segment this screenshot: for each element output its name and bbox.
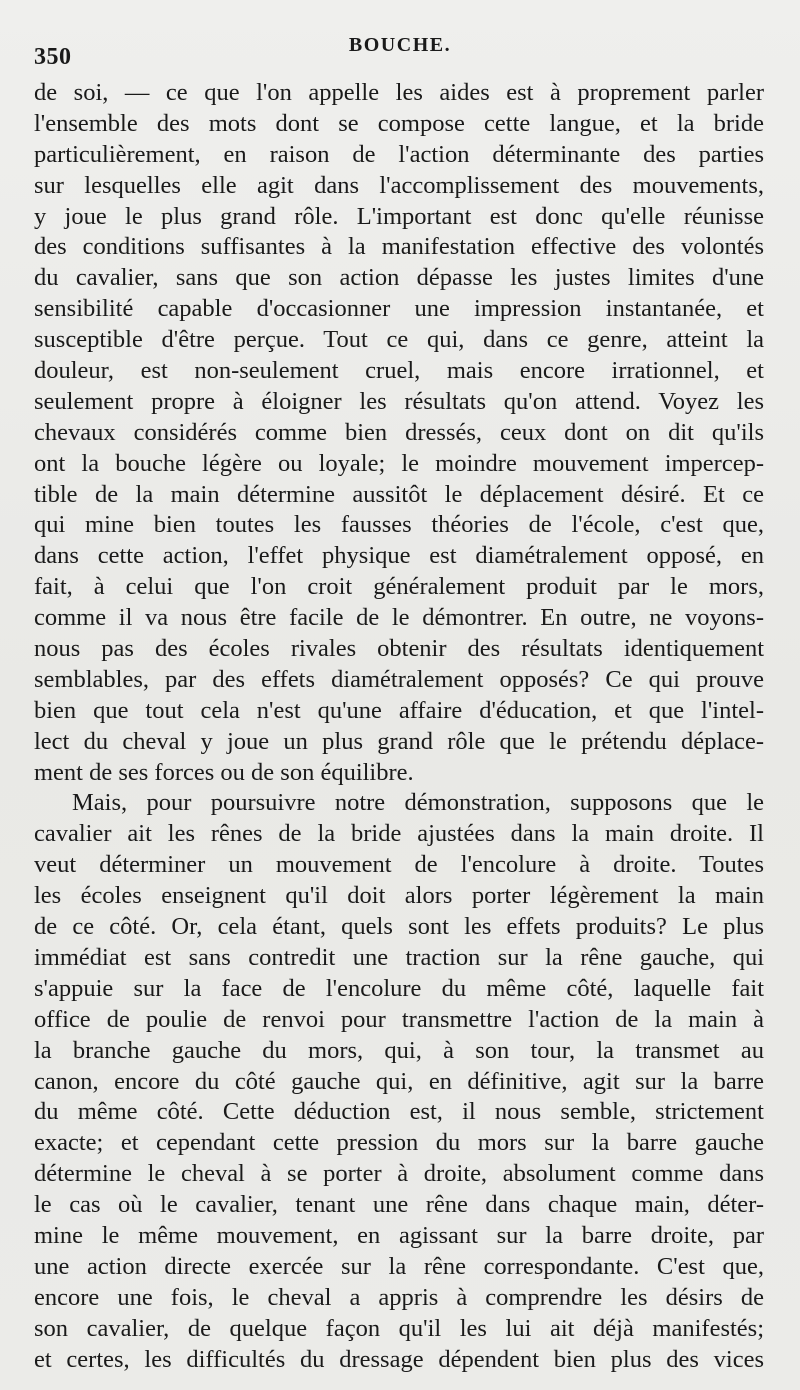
text-line: exacte; et cependant cette pression du mors sur la barre gauche <box>34 1129 764 1157</box>
text-line: le cas où le cavalier, tenant une rêne dans chaque main, déter- <box>34 1191 764 1219</box>
text-line: qui mine bien toutes les fausses théories de l'école, c'est que, <box>34 511 764 539</box>
text-line: s'appuie sur la face de l'encolure du même côté, laquelle fait <box>34 974 764 1002</box>
text-line: fait, à celui que l'on croit généralement produit par le mors, <box>34 573 764 601</box>
text-line: comme il va nous être facile de le démontrer. En outre, ne voyons- <box>34 604 764 632</box>
text-line: de ce côté. Or, cela étant, quels sont les effets produits? Le plus <box>34 913 764 941</box>
text-line: susceptible d'être perçue. Tout ce qui, dans ce genre, atteint la <box>34 326 764 354</box>
text-line: chevaux considérés comme bien dressés, ceux dont on dit qu'ils <box>34 418 764 446</box>
text-line: une action directe exercée sur la rêne correspondante. C'est que, <box>34 1252 764 1280</box>
text-line: particulièrement, en raison de l'action déterminante des parties <box>34 140 764 168</box>
text-line: son cavalier, de quelque façon qu'il les lui ait déjà manifestés; <box>34 1314 764 1342</box>
text-line: du même côté. Cette déduction est, il nous semble, strictement <box>34 1098 764 1126</box>
text-line: canon, encore du côté gauche qui, en définitive, agit sur la barre <box>34 1067 764 1095</box>
text-line: tible de la main détermine aussitôt le déplacement désiré. Et ce <box>34 480 764 508</box>
text-line: veut déterminer un mouvement de l'encolure à droite. Toutes <box>34 851 764 879</box>
text-line: l'ensemble des mots dont se compose cette langue, et la bride <box>34 109 764 137</box>
text-line: mine le même mouvement, en agissant sur la barre droite, par <box>34 1221 764 1249</box>
text-line: ment de ses forces ou de son équilibre. <box>34 758 414 786</box>
text-line: de soi, — ce que l'on appelle les aides est à proprement parler <box>34 79 764 106</box>
text-line: y joue le plus grand rôle. L'important est donc qu'elle réunisse <box>34 202 764 230</box>
text-line: la branche gauche du mors, qui, à son tour, la transmet au <box>34 1036 764 1064</box>
text-line: bien que tout cela n'est qu'une affaire d'éducation, et que l'intel- <box>34 696 764 724</box>
text-line: les écoles enseignent qu'il doit alors porter légèrement la main <box>34 882 764 910</box>
text-line: Mais, pour poursuivre notre démonstration, supposons que le <box>72 789 764 817</box>
paragraph-2 <box>34 788 764 1375</box>
text-line: semblables, par des effets diamétralement opposés? Ce qui prouve <box>34 665 764 693</box>
text-line: cavalier ait les rênes de la bride ajustées dans la main droite. Il <box>34 820 764 848</box>
text-line: immédiat est sans contredit une traction sur la rêne gauche, qui <box>34 943 764 971</box>
text-line: du cavalier, sans que son action dépasse les justes limites d'une <box>34 264 764 292</box>
text-line: office de poulie de renvoi pour transmettre l'action de la main à <box>34 1005 764 1033</box>
text-line: sensibilité capable d'occasionner une impression instantanée, et <box>34 295 764 323</box>
text-line: dans cette action, l'effet physique est diamétralement opposé, en <box>34 542 764 570</box>
text-line: détermine le cheval à se porter à droite, absolument comme dans <box>34 1160 764 1188</box>
text-line: encore une fois, le cheval a appris à comprendre les désirs de <box>34 1283 764 1311</box>
text-line: ont la bouche légère ou loyale; le moindre mouvement impercep- <box>34 449 764 477</box>
text-line: et certes, les difficultés du dressage dépendent bien plus des vices <box>34 1345 764 1373</box>
text-line: lect du cheval y joue un plus grand rôle que le prétendu déplace- <box>34 727 764 755</box>
paragraph-1 <box>34 78 764 788</box>
body-text <box>34 78 764 1375</box>
text-line: des conditions suffisantes à la manifestation effective des volontés <box>34 233 764 261</box>
text-line: nous pas des écoles rivales obtenir des résultats identiquement <box>34 635 764 663</box>
running-head: BOUCHE. <box>348 34 452 56</box>
page-number: 350 <box>34 44 72 70</box>
text-line: douleur, est non-seulement cruel, mais encore irrationnel, et <box>34 357 764 385</box>
text-line: sur lesquelles elle agit dans l'accomplissement des mouvements, <box>34 171 764 199</box>
text-line: seulement propre à éloigner les résultats qu'on attend. Voyez les <box>34 387 764 415</box>
